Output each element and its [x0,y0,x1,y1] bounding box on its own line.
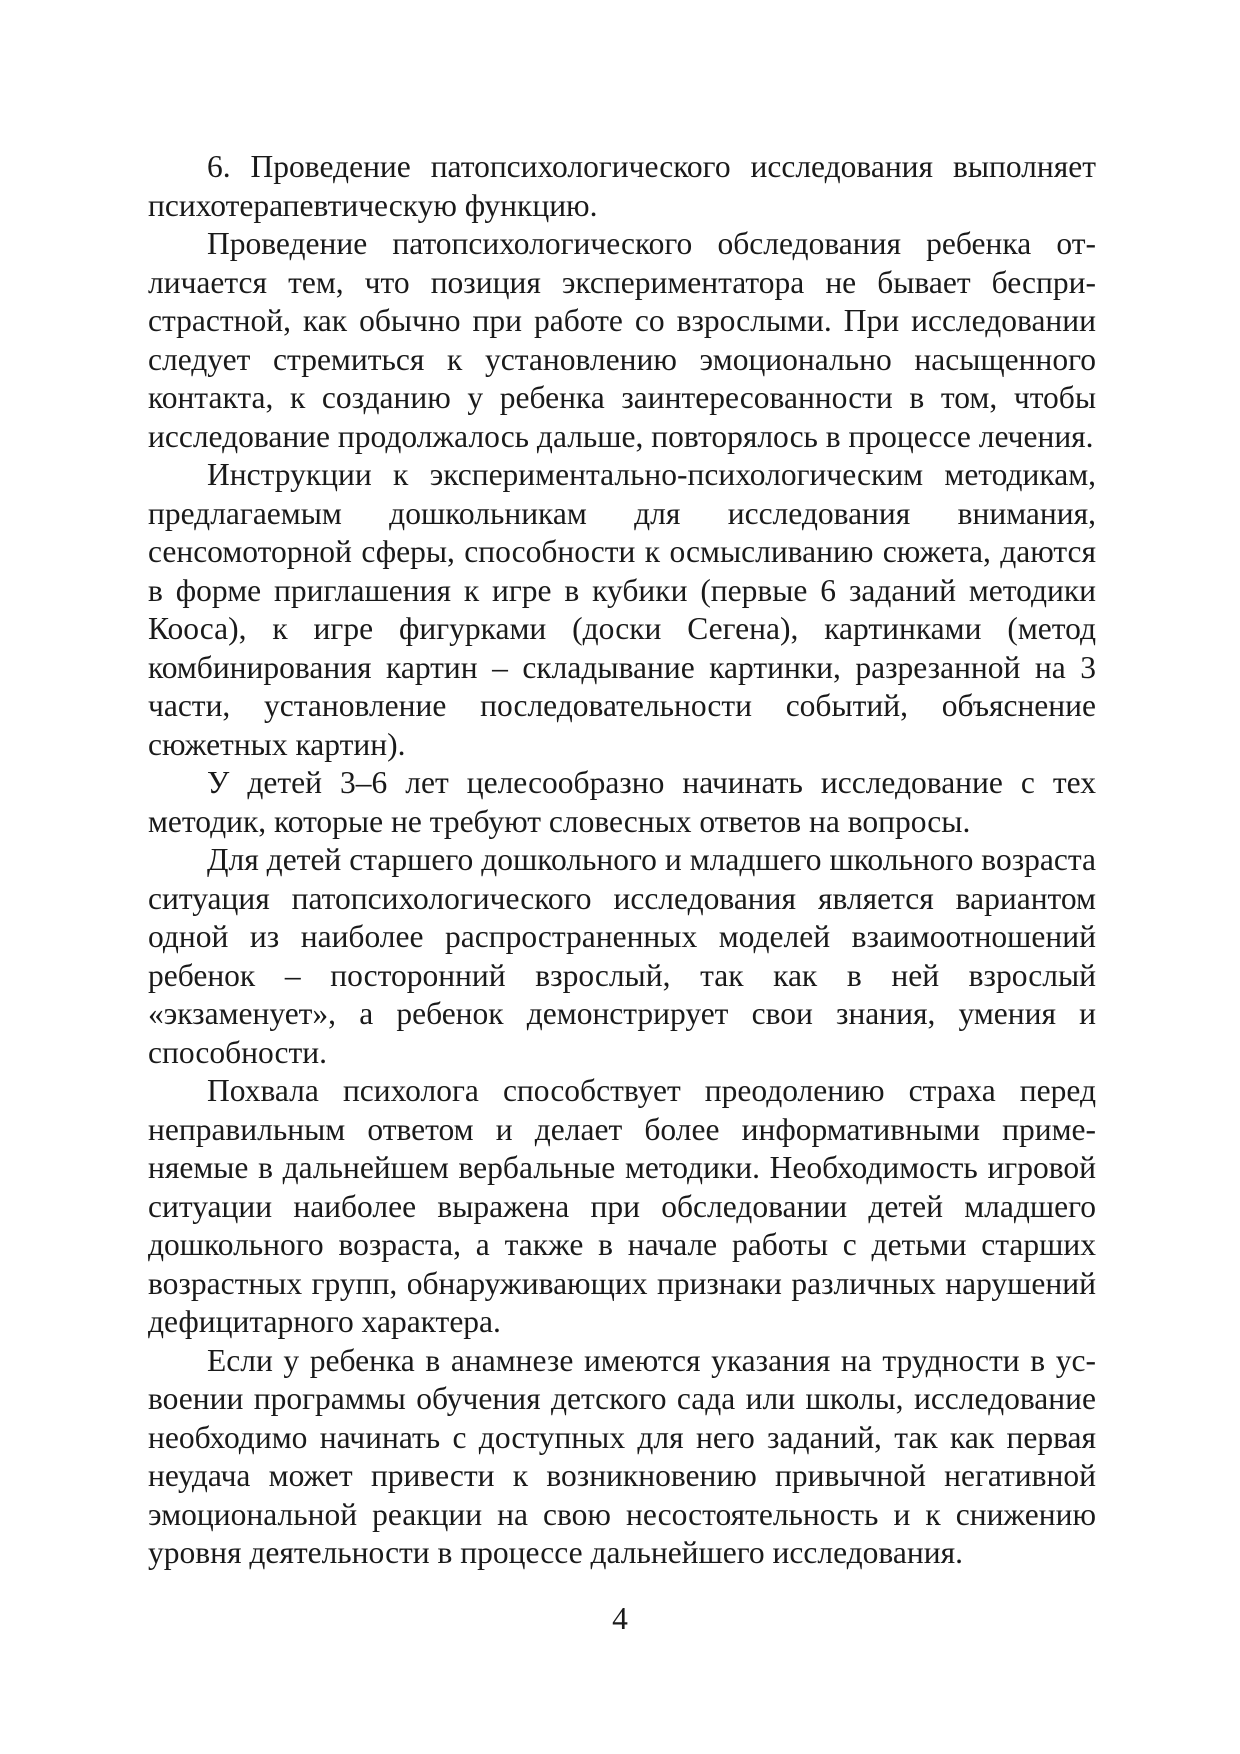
paragraph-2: Проведение патопсихологического обследования ребенка отличается тем, что позиция экспериментатора не бывает беспристрастной, как обычно при работе со взрослыми. При исследовании следует стремиться к установлению эмоционально насыщенного контакта, к созданию у ребенка заинтересованности в том, чтобы исследование продолжалось дальше, повторялось в процессе лечения. [148,226,1096,454]
page-number: 4 [612,1601,628,1636]
page-body [148,148,1096,1573]
paragraph-6: Похвала психолога способствует преодолению страха перед неправильным ответом и делает более информативными применяемые в дальнейшем вербальные методики. Необходимость игровой ситуации наиболее выражена при обследовании детей младшего дошкольного возраста, а также в начале работы с детьми старших возрастных групп, обнаруживающих признаки различных нарушений дефицитарного характера. [148,1073,1096,1339]
paragraph-4: У детей 3–6 лет целесообразно начинать исследование с тех методик, которые не требуют словесных ответов на вопросы. [148,765,1096,839]
paragraph-7: Если у ребенка в анамнезе имеются указания на трудности в усвоении программы обучения детского сада или школы, исследование необходимо начинать с доступных для него заданий, так как первая неудача может привести к возникновению привычной негативной эмоциональной реакции на свою несостоятельность и к снижению уровня деятельности в процессе дальнейшего исследования. [148,1342,1096,1570]
paragraph-3: Инструкции к экспериментально-психологическим методикам, предлагаемым дошкольникам для исследования внимания, сенсомоторной сферы, способности к осмысливанию сюжета, даются в форме приглашения к игре в кубики (первые 6 заданий методики Кооса), к игре фигурками (доски Сегена), картинками (метод комбинирования картин – складывание картинки, разрезанной на 3 части, установление последовательности событий, объяснение сюжетных картин). [148,457,1096,762]
paragraph-1: 6. Проведение патопсихологического исследования выполняет психотерапевтическую функцию. [148,149,1096,223]
paragraph-5: Для детей старшего дошкольного и младшего школьного возраста ситуация патопсихологического исследования является вариантом одной из наиболее распространенных моделей взаимоотношений ребенок – посторонний взрослый, так как в ней взрослый «экзаменует», а ребенок демонстрирует свои знания, умения и способности. [148,842,1096,1070]
